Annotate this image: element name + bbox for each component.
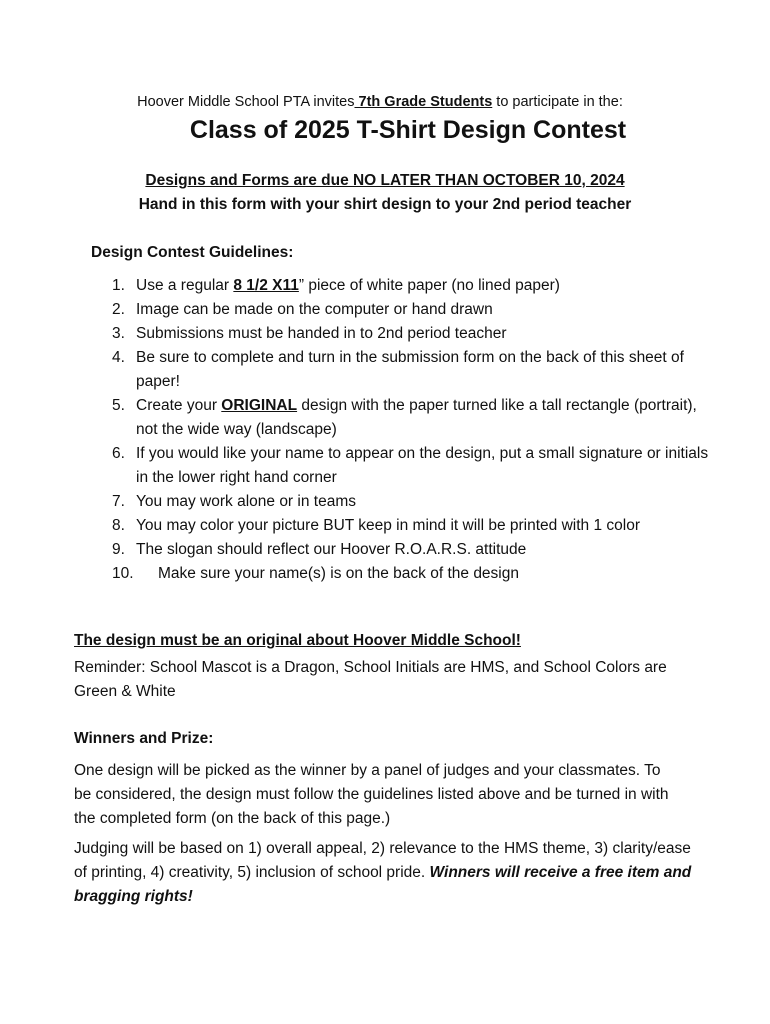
mascot-reminder: Reminder: School Mascot is a Dragon, School Initials are HMS, and School Colors are Green & White — [74, 659, 667, 700]
hand-in-instruction: Hand in this form with your shirt design to your 2nd period teacher — [138, 196, 632, 213]
winners-description: One design will be picked as the winner by a panel of judges and your classmates. To be considered, the design must follow the guidelines listed above and be turned in with the completed form (on the back of this page.) — [74, 762, 669, 827]
guideline-text: The slogan should reflect our Hoover R.O.A.R.S. attitude — [136, 541, 527, 558]
invitation-line — [0, 94, 765, 110]
guideline-item — [112, 490, 712, 514]
guidelines-heading: Design Contest Guidelines: — [91, 244, 294, 261]
guideline-number: 4. — [112, 349, 125, 366]
paper-size-emphasis: 8 1/2 X11 — [233, 277, 299, 294]
guideline-number: 1. — [112, 277, 125, 294]
deadline-text: Designs and Forms are due NO LATER THAN OCTOBER 10, 2024 — [145, 172, 625, 189]
guideline-number: 9. — [112, 541, 125, 558]
guideline-item — [112, 298, 712, 322]
guidelines-list — [112, 274, 712, 586]
guideline-number: 10. — [112, 565, 134, 582]
prize-emphasis: Winners will receive a free item and bragging rights! — [74, 864, 692, 905]
guideline-item — [112, 442, 712, 490]
invite-suffix: to participate in the: — [492, 94, 623, 110]
guideline-item — [112, 346, 712, 394]
guideline-text-cont: ” piece of white paper (no lined paper) — [298, 277, 560, 294]
judging-criteria — [74, 837, 699, 909]
deadline-line — [0, 172, 770, 190]
guideline-item — [112, 322, 712, 346]
page-title: Class of 2025 T-Shirt Design Contest — [189, 116, 627, 144]
guideline-text: Use a regular — [136, 277, 234, 294]
original-design-heading: The design must be an original about Hoover Middle School! — [74, 632, 521, 649]
guideline-text: Be sure to complete and turn in the submission form on the back of this sheet of paper! — [136, 349, 684, 390]
guideline-text: You may work alone or in teams — [136, 493, 356, 510]
guideline-text-cont: design with the paper turned like a tall rectangle (portrait), not the wide way (landscape) — [136, 397, 697, 438]
guideline-item — [112, 514, 712, 538]
invite-prefix: Hoover Middle School PTA invites — [137, 94, 355, 110]
guideline-text: Create your — [136, 397, 222, 414]
guideline-text: You may color your picture BUT keep in mind it will be printed with 1 color — [136, 517, 640, 534]
guideline-number: 3. — [112, 325, 125, 342]
guideline-number: 6. — [112, 445, 125, 462]
original-emphasis: ORIGINAL — [221, 397, 298, 414]
guideline-item — [88, 562, 712, 586]
winners-heading: Winners and Prize: — [74, 730, 214, 747]
guideline-number: 2. — [112, 301, 125, 318]
guideline-number: 8. — [112, 517, 125, 534]
guideline-text: Make sure your name(s) is on the back of the design — [158, 565, 519, 582]
guideline-item — [112, 538, 712, 562]
guideline-number: 5. — [112, 397, 125, 414]
guideline-text: Image can be made on the computer or hand drawn — [136, 301, 493, 318]
guideline-item — [112, 394, 712, 442]
guideline-text: If you would like your name to appear on the design, put a small signature or initials in the lower right hand corner — [136, 445, 709, 486]
guideline-number: 7. — [112, 493, 125, 510]
invite-grade-highlight: 7th Grade Students — [354, 94, 493, 110]
guideline-text: Submissions must be handed in to 2nd period teacher — [136, 325, 507, 342]
guideline-item — [112, 274, 712, 298]
judging-text: Judging will be based on 1) overall appeal, 2) relevance to the HMS theme, 3) clarity/ease of printing, 4) creativity, 5) inclusion of school pride. — [74, 840, 691, 881]
